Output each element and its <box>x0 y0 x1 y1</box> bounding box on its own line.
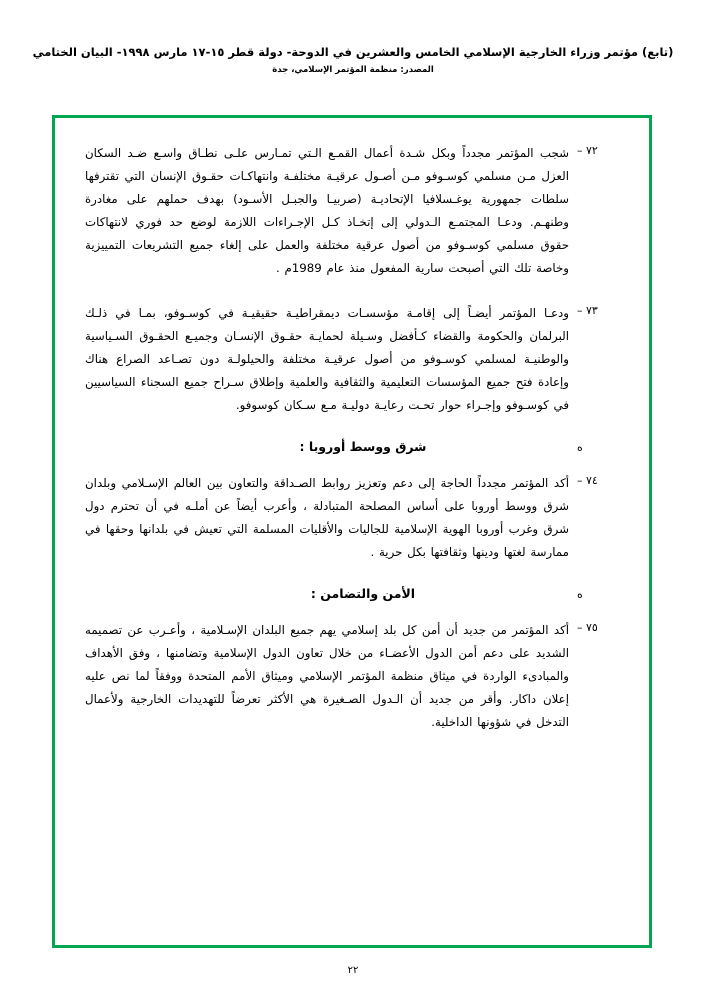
header-source: المصدر: منظمة المؤتمر الإسلامي، جدة <box>272 65 434 76</box>
paragraph-text: شجب المؤتمر مجدداً وبكل شـدة أعمال القمـع الـتي تمـارس علـى نطـاق واسـع ضـد السكان العزل مـن مسلمي كوسـوفو مـن أصـول عرقيـة مختلفـة وانتهاكـات حقـوق الإنسان التي تقترفها سلطات جمهورية يوغـسلافيا الإتحاديـة (صربيـا والجبـل الأسـود) بهدف حملهم على مغادرة وطنهـم. ودعـا المجتمـع الـدولي إلى إتخـاذ كـل الإجـراءات اللازمة لوضع حد فوري لانتهاكات حقوق مسلمي كوسـوفو من أصول عرقية مختلفة والعمل على إلغاء جميع التشريعات التمييزية وخاصة تلك التي أصبحت سارية المفعول منذ عام 1989م . <box>85 146 569 275</box>
section-bullet: ه <box>577 441 583 454</box>
section-heading-security-solidarity <box>79 586 623 601</box>
page-header <box>0 44 706 75</box>
section-heading-eastern-central-europe <box>79 439 623 454</box>
paragraph-73 <box>79 302 623 417</box>
document-body <box>79 142 623 927</box>
paragraph-72 <box>79 142 623 280</box>
section-title: شرق ووسط أوروبا : <box>299 439 427 454</box>
page-number: ٢٢ <box>347 965 359 976</box>
paragraph-text: ودعـا المؤتمر أيضـاً إلى إقامـة مؤسسـات ديمقراطيـة حقيقيـة في كوسـوفو، بمـا في ذلـك البرلمان والحكومة والقضاء كـأفضل وسـيلة لحمايـة حقـوق الإنسـان وجميـع الحقـوق السـياسية والوطنيـة لمسلمي كوسـوفو من أصول عرقيـة مختلفة والحيلولـة دون تصـاعد الصراع هناك وإعادة فتح جميع المؤسسات التعليمية والثقافية والعلمية وإطلاق سـراح جميع السجناء السياسيين في كوسـوفو وإجـراء حوار تحـت رعايـة دوليـة مـع سـكان كوسوفو. <box>85 306 569 412</box>
paragraph-text: أكد المؤتمر مجدداً الحاجة إلى دعم وتعزيز روابط الصـداقة والتعاون بين العالم الإسـلامي وبلدان شرق ووسط أوروبا على أساس المصلحة المتبادلة ، وأعرب أيضاً عن أملـه في أن تحترم دول شرق وغرب أوروبا الهوية الإسلامية للجاليات والأقليات المسلمة التي تعيش في بلدانها وحقها في ممارسة لغتها ودينها وثقافتها بكل حرية . <box>85 476 569 559</box>
content-frame <box>52 115 652 948</box>
paragraph-number: ٧٣ – <box>577 304 598 317</box>
header-title: (تابع) مؤتمر وزراء الخارجية الإسلامي الخامس والعشرين في الدوحة- دولة قطر ١٥-١٧ مارس ١٩٩٨- البيان الختامي <box>32 45 674 59</box>
paragraph-74 <box>79 472 623 564</box>
paragraph-number: ٧٤ – <box>577 474 598 487</box>
paragraph-number: ٧٢ – <box>577 144 598 157</box>
page-footer <box>0 965 706 976</box>
paragraph-75 <box>79 619 623 734</box>
section-bullet: ه <box>577 588 583 601</box>
section-title: الأمن والتضامن : <box>310 586 416 601</box>
paragraph-text: أكد المؤتمر من جديد أن أمن كل بلد إسلامي يهم جميع البلدان الإسـلامية ، وأعـرب عن تصميمه الشديد على دعم أمن الدول الأعضـاء من خلال تعاون الدول الإسلامية وتضامنها ، وفق الأهداف والمبادىء الواردة في ميثاق منظمة المؤتمر الإسلامي وميثاق الأمم المتحدة ووفقاً لما نص عليه إعلان داكار. وأقر من جديد أن الـدول الصـغيرة هي الأكثر تعرضاً للتهديدات الخارجية ولأعمال التدخل في شؤونها الداخلية. <box>85 623 569 729</box>
paragraph-number: ٧٥ – <box>577 621 598 634</box>
